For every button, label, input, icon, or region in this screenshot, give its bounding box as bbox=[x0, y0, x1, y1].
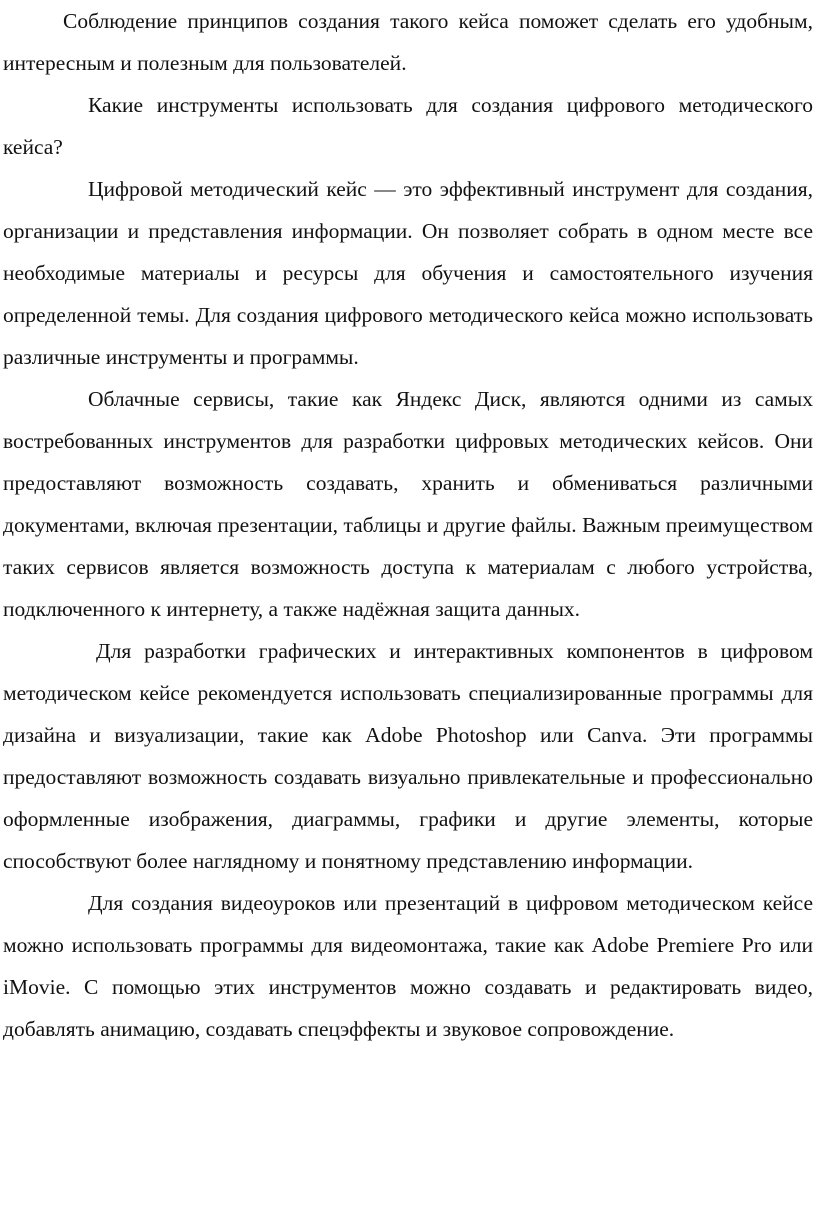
paragraph-cloud-services: Облачные сервисы, такие как Яндекс Диск, являются одними из самых востребованных инструментов для разработки цифровых методических кейсов. Они предоставляют возможность создавать, хранить и обмениваться различными документами, включая презентации, таблицы и другие файлы. Важным преимуществом таких сервисов является возможность доступа к материалам с любого устройства, подключенного к интернету, а также надёжная защита данных. bbox=[3, 387, 813, 621]
paragraph-summary: Соблюдение принципов создания такого кейса поможет сделать его удобным, интересным и полезным для пользователей. bbox=[3, 9, 813, 75]
paragraph-question: Какие инструменты использовать для создания цифрового методического кейса? bbox=[3, 93, 813, 159]
document-body bbox=[3, 0, 813, 1050]
paragraph-definition: Цифровой методический кейс — это эффективный инструмент для создания, организации и представления информации. Он позволяет собрать в одном месте все необходимые материалы и ресурсы для обучения и самостоятельного изучения определенной темы. Для создания цифрового методического кейса можно использовать различные инструменты и программы. bbox=[3, 177, 813, 369]
paragraph-graphic-tools: Для разработки графических и интерактивных компонентов в цифровом методическом кейсе рекомендуется использовать специализированные программы для дизайна и визуализации, такие как Adobe Photoshop или Canva. Эти программы предоставляют возможность создавать визуально привлекательные и профессионально оформленные изображения, диаграммы, графики и другие элементы, которые способствуют более наглядному и понятному представлению информации. bbox=[3, 639, 813, 873]
paragraph-video-tools: Для создания видеоуроков или презентаций в цифровом методическом кейсе можно использовать программы для видеомонтажа, такие как Adobe Premiere Pro или iMovie. С помощью этих инструментов можно создавать и редактировать видео, добавлять анимацию, создавать спецэффекты и звуковое сопровождение. bbox=[3, 891, 813, 1041]
